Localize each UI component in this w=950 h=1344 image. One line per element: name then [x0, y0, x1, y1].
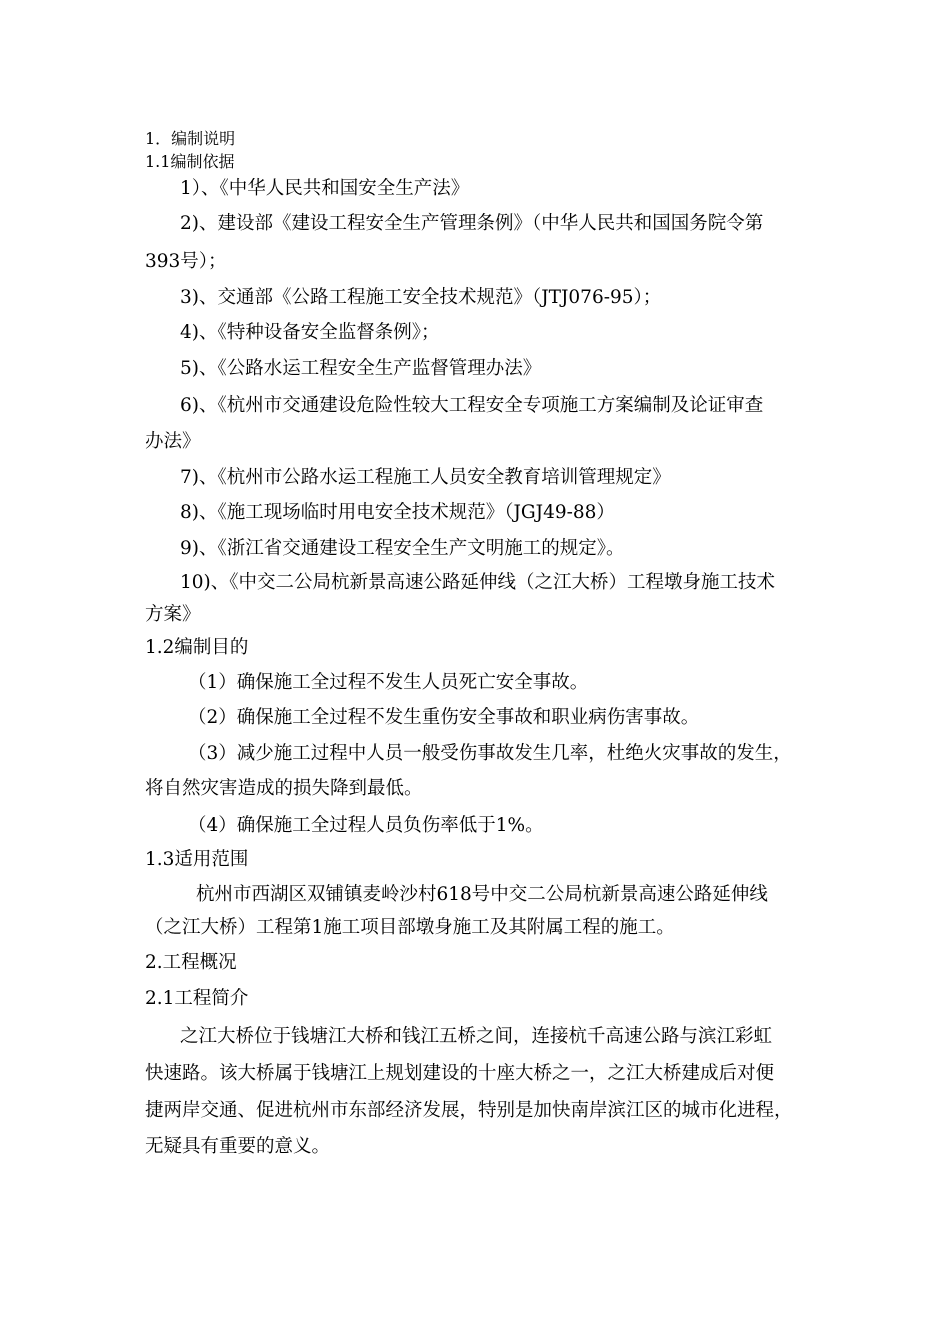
basis-item-4: 4)、《特种设备安全监督条例》；: [180, 322, 440, 343]
intro-line-2: 快速路。该大桥属于钱塘江上规划建设的十座大桥之一，之江大桥建成后对便: [145, 1063, 775, 1084]
basis-item-1: 1）、《中华人民共和国安全生产法》: [180, 178, 470, 199]
goal-item-2: （2）确保施工全过程不发生重伤安全事故和职业病伤害事故。: [188, 707, 700, 728]
basis-item-5: 5)、《公路水运工程安全生产监督管理办法》: [180, 358, 542, 379]
basis-item-8: 8)、《施工现场临时用电安全技术规范》（JGJ49-88）: [180, 502, 615, 523]
basis-item-3: 3)、交通部《公路工程施工安全技术规范》（JTJ076-95）；: [180, 287, 662, 308]
section-heading-1: 1．编制说明: [145, 129, 236, 148]
goal-item-1: （1）确保施工全过程不发生人员死亡安全事故。: [188, 672, 589, 693]
basis-item-2-cont: 393号）；: [145, 251, 227, 272]
subsection-heading-1-2: 1.2编制目的: [145, 637, 249, 658]
goal-item-3: （3）减少施工过程中人员一般受伤事故发生几率，杜绝火灾事故的发生，: [188, 743, 792, 764]
subsection-heading-1-1: 1.1编制依据: [145, 152, 235, 171]
subsection-heading-2-1: 2.1工程简介: [145, 988, 249, 1009]
goal-item-3-cont: 将自然灾害造成的损失降到最低。: [145, 778, 423, 799]
basis-item-6: 6)、《杭州市交通建设危险性较大工程安全专项施工方案编制及论证审查: [180, 395, 764, 416]
basis-item-10: 10)、《中交二公局杭新景高速公路延伸线（之江大桥）工程墩身施工技术: [180, 572, 776, 593]
basis-item-7: 7)、《杭州市公路水运工程施工人员安全教育培训管理规定》: [180, 467, 671, 488]
scope-line-1: 杭州市西湖区双铺镇麦岭沙村618号中交二公局杭新景高速公路延伸线: [196, 884, 768, 905]
section-heading-2: 2.工程概况: [145, 952, 237, 973]
basis-item-6-cont: 办法》: [145, 431, 201, 452]
basis-item-10-cont: 方案》: [145, 604, 201, 625]
intro-line-3: 捷两岸交通、促进杭州市东部经济发展，特别是加快南岸滨江区的城市化进程，: [145, 1100, 793, 1121]
intro-line-1: 之江大桥位于钱塘江大桥和钱江五桥之间，连接杭千高速公路与滨江彩虹: [180, 1026, 773, 1047]
goal-item-4: （4）确保施工全过程人员负伤率低于1%。: [188, 815, 544, 836]
basis-item-9: 9)、《浙江省交通建设工程安全生产文明施工的规定》。: [180, 538, 625, 559]
subsection-heading-1-3: 1.3适用范围: [145, 849, 249, 870]
scope-line-2: （之江大桥）工程第1施工项目部墩身施工及其附属工程的施工。: [145, 917, 675, 938]
intro-line-4: 无疑具有重要的意义。: [145, 1136, 331, 1157]
basis-item-2: 2)、建设部《建设工程安全生产管理条例》（中华人民共和国国务院令第: [180, 213, 764, 234]
